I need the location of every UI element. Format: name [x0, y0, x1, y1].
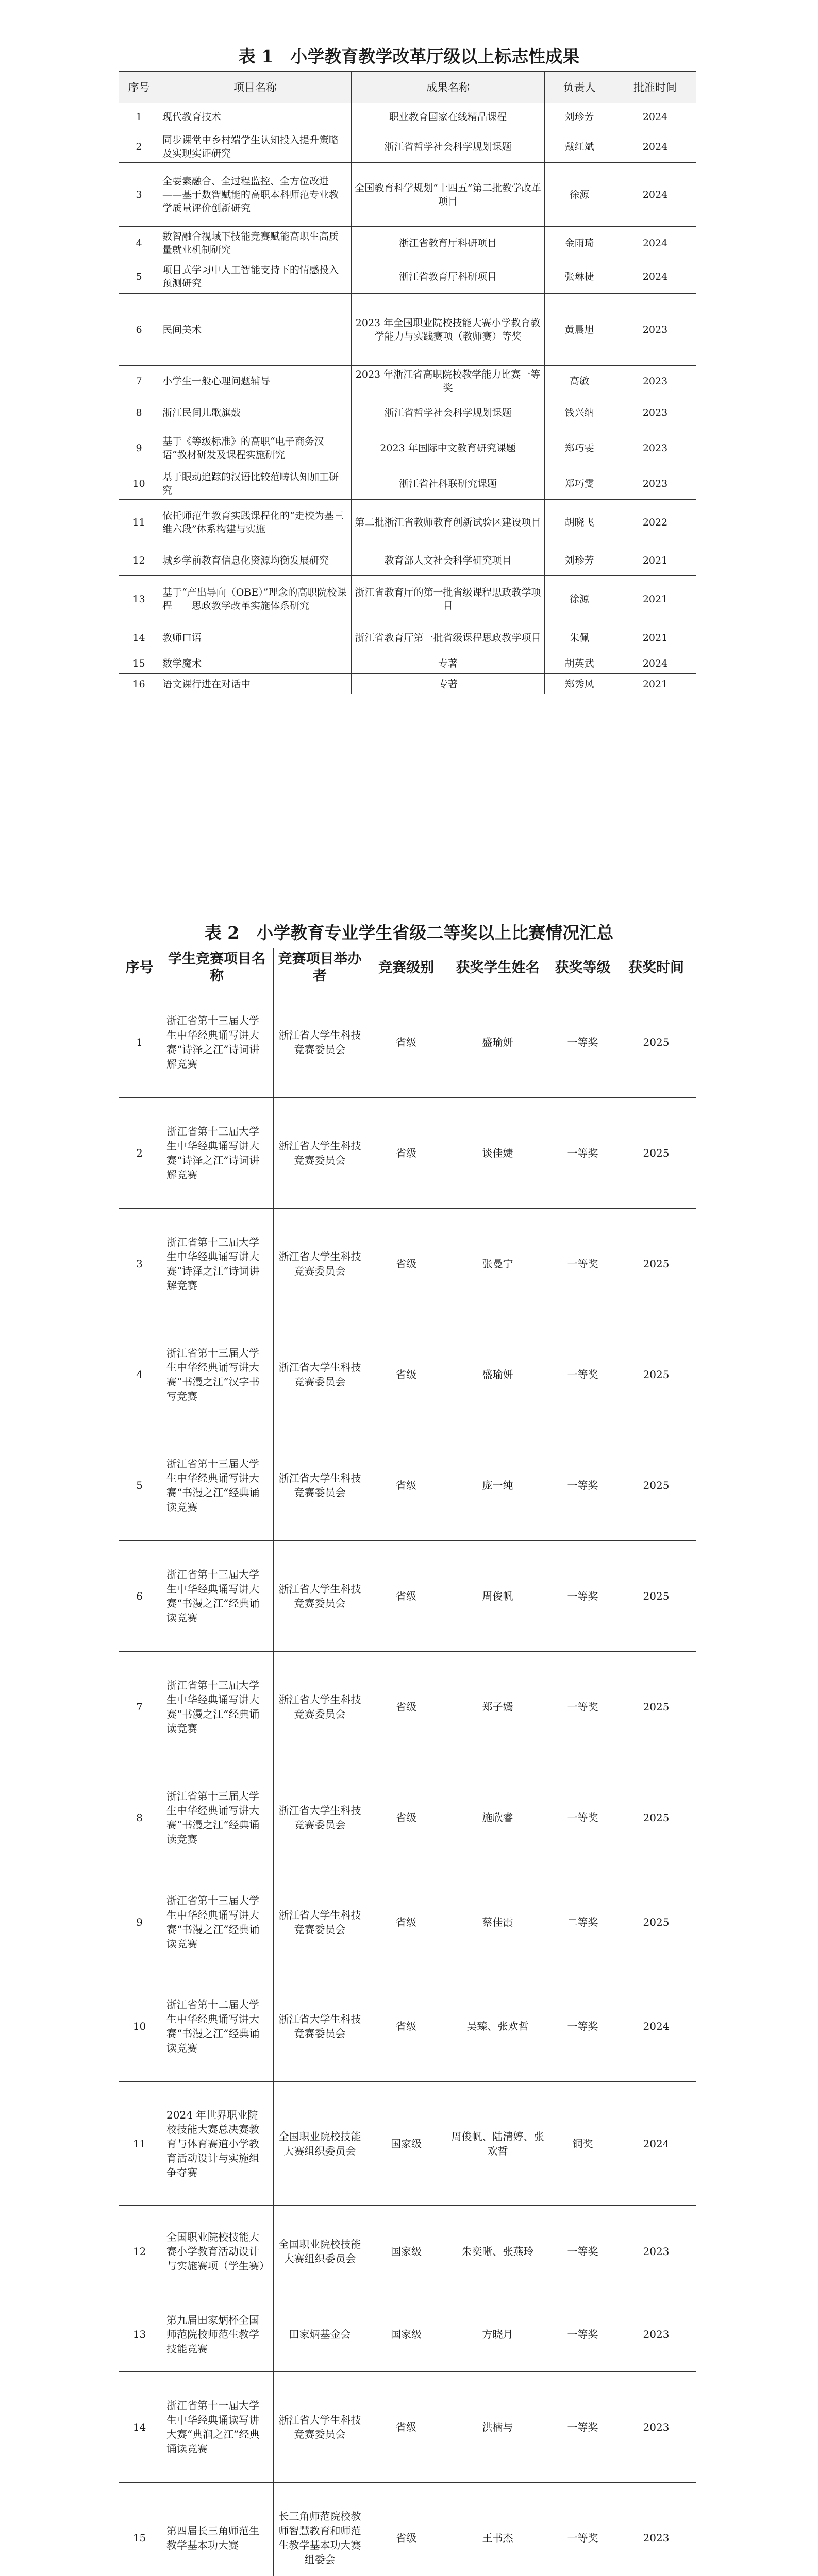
- table1-cell-result: 浙江省哲学社会科学规划课题: [352, 397, 545, 428]
- table1-row: [119, 260, 696, 294]
- table2-cell-index: 9: [119, 1873, 160, 1971]
- table1-cell-leader: 胡晓飞: [545, 500, 614, 545]
- table1-cell-index: 1: [119, 103, 159, 131]
- table1-row: [119, 428, 696, 468]
- table2-cell-award: 一等奖: [549, 2297, 616, 2372]
- table2-row: [119, 1430, 696, 1541]
- table1-cell-index: 9: [119, 428, 159, 468]
- table2-cell-competition: 浙江省第十三届大学生中华经典诵写讲大赛“诗泽之江”诗词讲解竞赛: [160, 1098, 274, 1209]
- table1-cell-leader: 胡英武: [545, 653, 614, 674]
- table2-cell-index: 7: [119, 1652, 160, 1762]
- table2-cell-index: 15: [119, 2483, 160, 2576]
- table1-cell-project: 浙江民间儿歌旗鼓: [159, 397, 352, 428]
- table2-cell-year: 2023: [616, 2297, 696, 2372]
- table1-cell-year: 2023: [614, 294, 696, 366]
- table2-header-level: 竞赛级别: [366, 948, 446, 987]
- table1-cell-project: 现代教育技术: [159, 103, 352, 131]
- table2-cell-index: 5: [119, 1430, 160, 1541]
- table1-cell-index: 8: [119, 397, 159, 428]
- table1-cell-leader: 朱佩: [545, 622, 614, 653]
- table1-row: [119, 103, 696, 131]
- table1-row: [119, 500, 696, 545]
- table1-cell-result: 第二批浙江省教师教育创新试验区建设项目: [352, 500, 545, 545]
- table1-cell-result: 浙江省哲学社会科学规划课题: [352, 131, 545, 163]
- table1-cell-leader: 郑秀风: [545, 674, 614, 694]
- table2-cell-organizer: 浙江省大学生科技竞赛委员会: [274, 1873, 366, 1971]
- table2-cell-year: 2025: [616, 987, 696, 1098]
- table2-cell-year: 2025: [616, 1319, 696, 1430]
- table1-cell-year: 2021: [614, 576, 696, 622]
- table1-cell-year: 2024: [614, 260, 696, 294]
- table2-row: [119, 1098, 696, 1209]
- table2-row: [119, 1209, 696, 1319]
- table1-row: [119, 397, 696, 428]
- table2-cell-students: 盛瑜妍: [446, 987, 549, 1098]
- table2-cell-level: 省级: [366, 987, 446, 1098]
- table2-cell-level: 省级: [366, 1541, 446, 1652]
- table1-cell-leader: 郑巧雯: [545, 428, 614, 468]
- table1-cell-leader: 金雨琦: [545, 227, 614, 260]
- table2-cell-organizer: 浙江省大学生科技竞赛委员会: [274, 1541, 366, 1652]
- table2-cell-students: 盛瑜妍: [446, 1319, 549, 1430]
- table2-cell-index: 8: [119, 1762, 160, 1873]
- table2-cell-year: 2025: [616, 1762, 696, 1873]
- table1-cell-project: 依托师范生教育实践课程化的“走校为基三维六段”体系构建与实施: [159, 500, 352, 545]
- table2-cell-index: 1: [119, 987, 160, 1098]
- table2-cell-year: 2023: [616, 2372, 696, 2483]
- table1-cell-leader: 钱兴纳: [545, 397, 614, 428]
- table2-cell-level: 省级: [366, 1209, 446, 1319]
- table1-row: [119, 622, 696, 653]
- table2-cell-award: 一等奖: [549, 1762, 616, 1873]
- table1-cell-project: 基于“产出导向（OBE）”理念的高职院校课程 思政教学改革实施体系研究: [159, 576, 352, 622]
- table2-header-year: 获奖时间: [616, 948, 696, 987]
- table2-cell-competition: 浙江省第十三届大学生中华经典诵写讲大赛“书漫之江”经典诵读竞赛: [160, 1430, 274, 1541]
- table1-caption: 表 1 小学教育教学改革厅级以上标志性成果: [238, 46, 580, 66]
- table1-cell-year: 2023: [614, 428, 696, 468]
- table2-cell-students: 周俊帆: [446, 1541, 549, 1652]
- table2-cell-level: 省级: [366, 1430, 446, 1541]
- table2-cell-index: 11: [119, 2082, 160, 2206]
- table1-cell-result: 专著: [352, 653, 545, 674]
- table2-cell-competition: 浙江省第十二届大学生中华经典诵写讲大赛“书漫之江”经典诵读竞赛: [160, 1971, 274, 2082]
- table2-cell-level: 国家级: [366, 2297, 446, 2372]
- table1-cell-year: 2021: [614, 545, 696, 576]
- table1-cell-project: 基于眼动追踪的汉语比较范畴认知加工研究: [159, 468, 352, 500]
- table2-cell-competition: 浙江省第十三届大学生中华经典诵写讲大赛“书漫之江”经典诵读竞赛: [160, 1541, 274, 1652]
- table2-cell-students: 谈佳婕: [446, 1098, 549, 1209]
- table2-header-organizer: 竞赛项目举办者: [274, 948, 366, 987]
- table1-cell-index: 12: [119, 545, 159, 576]
- table1-cell-year: 2024: [614, 227, 696, 260]
- table1-header-row: [119, 72, 696, 103]
- table1-cell-index: 16: [119, 674, 159, 694]
- table1-cell-leader: 张琳捷: [545, 260, 614, 294]
- table2-cell-level: 省级: [366, 2483, 446, 2576]
- table2-cell-organizer: 全国职业院校技能大赛组织委员会: [274, 2206, 366, 2297]
- table2-caption: 表 2 小学教育专业学生省级二等奖以上比赛情况汇总: [204, 923, 614, 943]
- table2-cell-year: 2023: [616, 2206, 696, 2297]
- table2-cell-year: 2024: [616, 1971, 696, 2082]
- table2-cell-students: 洪楠与: [446, 2372, 549, 2483]
- table2-cell-award: 一等奖: [549, 1971, 616, 2082]
- table2-cell-index: 2: [119, 1098, 160, 1209]
- table2-row: [119, 1652, 696, 1762]
- table2-cell-students: 郑子嫣: [446, 1652, 549, 1762]
- table1-cell-result: 全国教育科学规划“十四五”第二批教学改革项目: [352, 163, 545, 227]
- table1-cell-leader: 刘珍芳: [545, 545, 614, 576]
- table2-cell-students: 施欣睿: [446, 1762, 549, 1873]
- table2-header-award: 获奖等级: [549, 948, 616, 987]
- table1-cell-result: 浙江省教育厅的第一批省级课程思政教学项目: [352, 576, 545, 622]
- table1-cell-year: 2023: [614, 366, 696, 397]
- table1-row: [119, 227, 696, 260]
- table1-row: [119, 366, 696, 397]
- table2-cell-students: 庞一纯: [446, 1430, 549, 1541]
- table1-header-index: 序号: [119, 72, 159, 103]
- table1-header-result: 成果名称: [352, 72, 545, 103]
- table2-cell-award: 一等奖: [549, 1652, 616, 1762]
- table1-cell-result: 职业教育国家在线精品课程: [352, 103, 545, 131]
- table2-header-competition: 学生竞赛项目名称: [160, 948, 274, 987]
- table2-row: [119, 2082, 696, 2206]
- table1-cell-leader: 徐源: [545, 576, 614, 622]
- table2-cell-organizer: 浙江省大学生科技竞赛委员会: [274, 1430, 366, 1541]
- table2-cell-award: 铜奖: [549, 2082, 616, 2206]
- table1-cell-leader: 徐源: [545, 163, 614, 227]
- table1-cell-year: 2024: [614, 103, 696, 131]
- table2-cell-organizer: 浙江省大学生科技竞赛委员会: [274, 1209, 366, 1319]
- table2-cell-level: 省级: [366, 1762, 446, 1873]
- table1-cell-index: 4: [119, 227, 159, 260]
- table1-row: [119, 576, 696, 622]
- table1-row: [119, 294, 696, 366]
- table1-cell-project: 基于《等级标准》的高职“电子商务汉语”教材研发及课程实施研究: [159, 428, 352, 468]
- table2-row: [119, 1319, 696, 1430]
- table2-cell-index: 12: [119, 2206, 160, 2297]
- table2-cell-organizer: 浙江省大学生科技竞赛委员会: [274, 1652, 366, 1762]
- table1-cell-index: 14: [119, 622, 159, 653]
- table1-cell-index: 13: [119, 576, 159, 622]
- table2-cell-award: 一等奖: [549, 1319, 616, 1430]
- table1-cell-year: 2024: [614, 131, 696, 163]
- table2-cell-year: 2025: [616, 1652, 696, 1762]
- table1-cell-index: 15: [119, 653, 159, 674]
- table2-cell-competition: 浙江省第十一届大学生中华经典诵读写讲大赛“典润之江”经典诵读竞赛: [160, 2372, 274, 2483]
- table2-row: [119, 2297, 696, 2372]
- table1-cell-project: 项目式学习中人工智能支持下的情感投入预测研究: [159, 260, 352, 294]
- table2-cell-award: 一等奖: [549, 1541, 616, 1652]
- table1-cell-result: 浙江省教育厅第一批省级课程思政教学项目: [352, 622, 545, 653]
- table2-cell-level: 省级: [366, 1971, 446, 2082]
- table1-cell-result: 2023 年国际中文教育研究课题: [352, 428, 545, 468]
- table1-cell-year: 2023: [614, 468, 696, 500]
- table1-cell-index: 10: [119, 468, 159, 500]
- table2-cell-award: 一等奖: [549, 1430, 616, 1541]
- table1-cell-leader: 刘珍芳: [545, 103, 614, 131]
- table1-cell-project: 语文课行进在对话中: [159, 674, 352, 694]
- table1-cell-project: 数智融合视域下技能竞赛赋能高职生高质量就业机制研究: [159, 227, 352, 260]
- table1-cell-project: 小学生一般心理问题辅导: [159, 366, 352, 397]
- table2-cell-students: 周俊帆、陆清婷、张欢哲: [446, 2082, 549, 2206]
- table2-cell-award: 一等奖: [549, 987, 616, 1098]
- table1-row: [119, 653, 696, 674]
- table2-row: [119, 1971, 696, 2082]
- table1-cell-year: 2023: [614, 397, 696, 428]
- table2-cell-competition: 浙江省第十三届大学生中华经典诵写讲大赛“书漫之江”经典诵读竞赛: [160, 1652, 274, 1762]
- table2-cell-award: 一等奖: [549, 2206, 616, 2297]
- table2-cell-index: 6: [119, 1541, 160, 1652]
- table2-cell-competition: 第九届田家炳杯全国师范院校师范生教学技能竞赛: [160, 2297, 274, 2372]
- table2-cell-year: 2025: [616, 1873, 696, 1971]
- table1-cell-project: 全要素融合、全过程监控、全方位改进——基于数智赋能的高职本科师范专业教学质量评价创新研究: [159, 163, 352, 227]
- table1-header-year: 批准时间: [614, 72, 696, 103]
- table2-cell-competition: 2024 年世界职业院校技能大赛总决赛教育与体育赛道小学教育活动设计与实施组争夺赛: [160, 2082, 274, 2206]
- table1-cell-project: 民间美术: [159, 294, 352, 366]
- table2-cell-organizer: 浙江省大学生科技竞赛委员会: [274, 987, 366, 1098]
- table1-row: [119, 674, 696, 694]
- table2-cell-students: 蔡佳霞: [446, 1873, 549, 1971]
- table2-cell-students: 朱奕晰、张燕玲: [446, 2206, 549, 2297]
- table2-cell-index: 10: [119, 1971, 160, 2082]
- table2-cell-index: 3: [119, 1209, 160, 1319]
- table2-cell-index: 13: [119, 2297, 160, 2372]
- table2-row: [119, 2372, 696, 2483]
- table2-cell-level: 国家级: [366, 2206, 446, 2297]
- table2-row: [119, 987, 696, 1098]
- table2-cell-award: 一等奖: [549, 1098, 616, 1209]
- table1-cell-index: 2: [119, 131, 159, 163]
- table2-cell-level: 省级: [366, 1319, 446, 1430]
- table1-cell-project: 教师口语: [159, 622, 352, 653]
- table2-cell-organizer: 浙江省大学生科技竞赛委员会: [274, 1762, 366, 1873]
- table2-cell-year: 2025: [616, 1209, 696, 1319]
- table2-cell-students: 王书杰: [446, 2483, 549, 2576]
- table1-header-project: 项目名称: [159, 72, 352, 103]
- table1-row: [119, 545, 696, 576]
- table1-cell-result: 2023 年全国职业院校技能大赛小学教育教学能力与实践赛项（教师赛）等奖: [352, 294, 545, 366]
- table1-cell-project: 数学魔术: [159, 653, 352, 674]
- table1-cell-index: 7: [119, 366, 159, 397]
- table1-row: [119, 131, 696, 163]
- table2-cell-year: 2025: [616, 1098, 696, 1209]
- table2-cell-award: 一等奖: [549, 2372, 616, 2483]
- table2-header-row: [119, 948, 696, 987]
- table2-cell-award: 一等奖: [549, 1209, 616, 1319]
- table2-cell-level: 省级: [366, 2372, 446, 2483]
- table2-cell-organizer: 长三角师范院校教师智慧教育和师范生教学基本功大赛组委会: [274, 2483, 366, 2576]
- table2-cell-organizer: 浙江省大学生科技竞赛委员会: [274, 2372, 366, 2483]
- table1-row: [119, 468, 696, 500]
- table1-cell-index: 11: [119, 500, 159, 545]
- table2-cell-index: 14: [119, 2372, 160, 2483]
- competition-awards-table: [119, 948, 696, 2576]
- table1-cell-result: 教育部人文社会科学研究项目: [352, 545, 545, 576]
- table1-cell-result: 浙江省社科联研究课题: [352, 468, 545, 500]
- table1-cell-leader: 黄晨旭: [545, 294, 614, 366]
- table1-cell-year: 2024: [614, 653, 696, 674]
- table2-cell-organizer: 浙江省大学生科技竞赛委员会: [274, 1098, 366, 1209]
- table2-cell-organizer: 浙江省大学生科技竞赛委员会: [274, 1971, 366, 2082]
- table1-header-leader: 负责人: [545, 72, 614, 103]
- table1-cell-result: 浙江省教育厅科研项目: [352, 260, 545, 294]
- table2-row: [119, 1873, 696, 1971]
- table1-cell-year: 2021: [614, 674, 696, 694]
- table2-cell-award: 一等奖: [549, 2483, 616, 2576]
- table2-cell-competition: 全国职业院校技能大赛小学教育活动设计与实施赛项（学生赛）: [160, 2206, 274, 2297]
- table1-cell-result: 专著: [352, 674, 545, 694]
- table2-cell-students: 吴臻、张欢哲: [446, 1971, 549, 2082]
- table2-cell-level: 省级: [366, 1098, 446, 1209]
- table2-cell-competition: 浙江省第十三届大学生中华经典诵写讲大赛“书漫之江”经典诵读竞赛: [160, 1762, 274, 1873]
- table2-cell-year: 2023: [616, 2483, 696, 2576]
- table1-cell-result: 2023 年浙江省高职院校教学能力比赛一等奖: [352, 366, 545, 397]
- table2-row: [119, 1762, 696, 1873]
- achievements-table: [119, 71, 696, 694]
- table1-cell-project: 同步课堂中乡村端学生认知投入提升策略及实现实证研究: [159, 131, 352, 163]
- table2-cell-students: 方晓月: [446, 2297, 549, 2372]
- table2-cell-year: 2024: [616, 2082, 696, 2206]
- table1-row: [119, 163, 696, 227]
- table1-cell-index: 3: [119, 163, 159, 227]
- table2-cell-award: 二等奖: [549, 1873, 616, 1971]
- table2-cell-year: 2025: [616, 1430, 696, 1541]
- table2-row: [119, 1541, 696, 1652]
- table1-cell-project: 城乡学前教育信息化资源均衡发展研究: [159, 545, 352, 576]
- table2-cell-competition: 浙江省第十三届大学生中华经典诵写讲大赛“书漫之江”经典诵读竞赛: [160, 1873, 274, 1971]
- table1-cell-leader: 高敏: [545, 366, 614, 397]
- table2-cell-organizer: 田家炳基金会: [274, 2297, 366, 2372]
- table1-cell-year: 2021: [614, 622, 696, 653]
- table1-cell-index: 6: [119, 294, 159, 366]
- table2-cell-competition: 浙江省第十三届大学生中华经典诵写讲大赛“诗泽之江”诗词讲解竞赛: [160, 1209, 274, 1319]
- table1-cell-leader: 戴红斌: [545, 131, 614, 163]
- table2-cell-level: 省级: [366, 1652, 446, 1762]
- table2-row: [119, 2483, 696, 2576]
- table2-cell-organizer: 浙江省大学生科技竞赛委员会: [274, 1319, 366, 1430]
- table1-cell-leader: 郑巧雯: [545, 468, 614, 500]
- table2-row: [119, 2206, 696, 2297]
- table2-cell-year: 2025: [616, 1541, 696, 1652]
- table2-cell-level: 国家级: [366, 2082, 446, 2206]
- table2-cell-level: 省级: [366, 1873, 446, 1971]
- table2-cell-competition: 浙江省第十三届大学生中华经典诵写讲大赛“诗泽之江”诗词讲解竞赛: [160, 987, 274, 1098]
- table2-cell-competition: 浙江省第十三届大学生中华经典诵写讲大赛“书漫之江”汉字书写竞赛: [160, 1319, 274, 1430]
- table2-cell-index: 4: [119, 1319, 160, 1430]
- table2-cell-competition: 第四届长三角师范生教学基本功大赛: [160, 2483, 274, 2576]
- table2-header-students: 获奖学生姓名: [446, 948, 549, 987]
- table2-cell-organizer: 全国职业院校技能大赛组织委员会: [274, 2082, 366, 2206]
- table2-cell-students: 张曼宁: [446, 1209, 549, 1319]
- table1-cell-index: 5: [119, 260, 159, 294]
- table1-cell-year: 2024: [614, 163, 696, 227]
- table1-cell-result: 浙江省教育厅科研项目: [352, 227, 545, 260]
- table1-cell-year: 2022: [614, 500, 696, 545]
- table2-header-index: 序号: [119, 948, 160, 987]
